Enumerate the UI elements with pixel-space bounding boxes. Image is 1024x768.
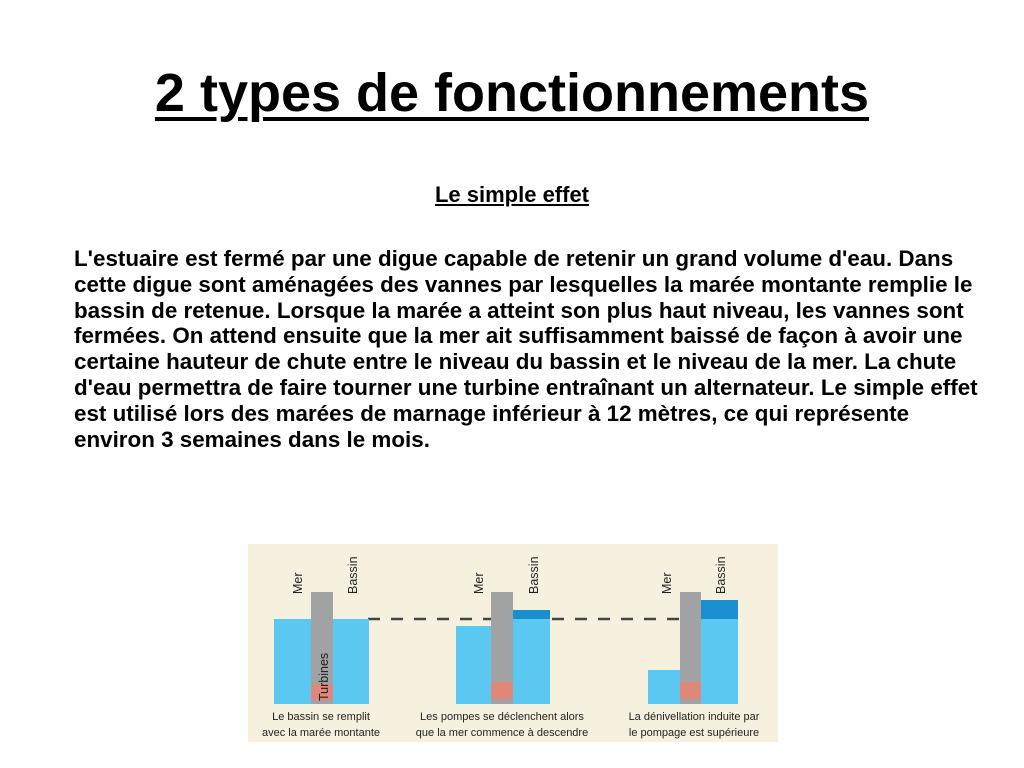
body-paragraph: L'estuaire est fermé par une digue capable de retenir un grand volume d'eau. Dans cette digue sont aménagées des vannes par lesquelles la marée montante remplie le bassin de retenue. Lorsque la marée a atteint son plus haut niveau, les vannes sont fermées. On attend ensuite que la mer ait suffisamment baissé de façon à avoir une certaine hauteur de chute entre le niveau du bassin et le niveau de la mer. La chute d'eau permettra de faire tourner une turbine entraînant un alternateur. Le simple effet est utilisé lors des marées de marnage inférieur à 12 mètres, ce qui représente environ 3 semaines dans le mois. [74, 246, 978, 452]
panel-3-basin-label: Bassin [714, 556, 728, 594]
panel-2-basin-pumped-water [513, 610, 550, 619]
panel-1-basin-label: Bassin [346, 556, 360, 594]
panel-1-caption-line-1: Le bassin se remplit [272, 711, 370, 723]
panel-2-caption-line-2: que la mer commence à descendre [415, 727, 589, 739]
tidal-diagram [248, 544, 778, 742]
panel-1-sea-water [274, 619, 311, 704]
panel-3-basin-pumped-water [701, 600, 738, 619]
panel-3-sea-water [648, 670, 681, 704]
panel-3-turbine [680, 682, 701, 699]
panel-3-caption-line-1: La dénivellation induite par [628, 711, 760, 723]
panel-3-basin-water [701, 619, 738, 704]
panel-2-sea-label: Mer [472, 572, 486, 594]
slide-title: 2 types de fonctionnements [154, 63, 870, 123]
panel-1-sea-label: Mer [291, 572, 305, 594]
panel-1-turbine-label: Turbines [317, 652, 331, 701]
panel-2-pump [491, 682, 513, 699]
panel-3-caption-line-2: le pompage est supérieure [628, 727, 760, 739]
panel-3-sea-label: Mer [660, 572, 674, 594]
panel-2-basin-label: Bassin [527, 556, 541, 594]
panel-1-basin-water [333, 619, 369, 704]
panel-2-basin-water [513, 619, 550, 704]
tidal-diagram-svg [248, 544, 778, 742]
panel-1-caption-line-2: avec la marée montante [261, 727, 381, 739]
panel-2-sea-water [456, 626, 491, 704]
panel-2-caption-line-1: Les pompes se déclenchent alors [420, 711, 584, 723]
slide-subtitle: Le simple effet [434, 182, 590, 207]
